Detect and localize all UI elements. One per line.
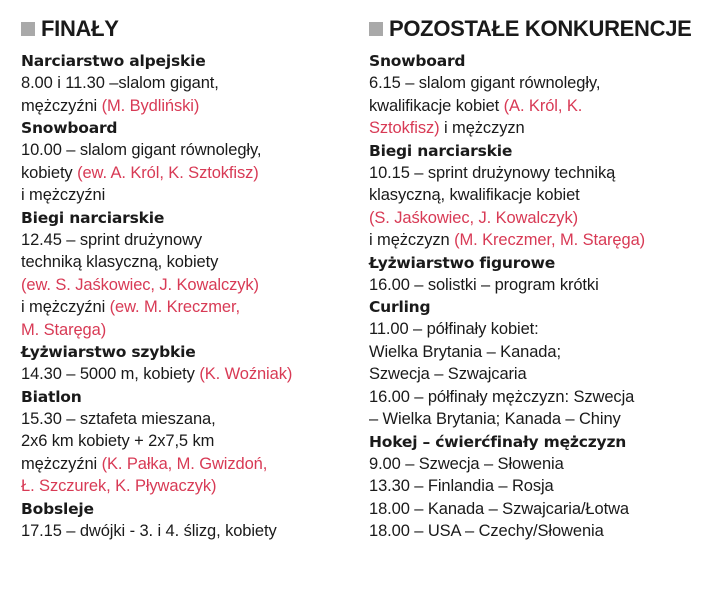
event-text: techniką klasyczną, kobiety: [21, 253, 219, 271]
athletes-names: (ew. A. Król, K. Sztokfisz): [77, 163, 259, 182]
discipline-title: Biegi narciarskie: [369, 141, 513, 160]
event-text: 11.00 – półfinały kobiet:: [369, 320, 539, 338]
event-text: 16.00 – solistki – program krótki: [369, 275, 599, 294]
schedule-line: [21, 139, 356, 162]
schedule-line: [369, 386, 709, 409]
event-text: kwalifikacje kobiet: [369, 96, 504, 115]
athletes-names: (M. Bydliński): [101, 96, 200, 115]
event-text: 2x6 km kobiety + 2x7,5 km: [21, 432, 215, 450]
gray-square-icon: [21, 22, 35, 36]
event-text: 18.00 – USA – Czechy/Słowenia: [369, 522, 604, 540]
event-text: i mężczyźni: [21, 298, 110, 316]
event-text: 9.00 – Szwecja – Słowenia: [369, 454, 564, 473]
event-text: i mężczyzn: [369, 231, 455, 249]
discipline-block: [369, 296, 709, 431]
gray-square-icon: [369, 22, 383, 36]
schedule-line: [369, 363, 709, 386]
schedule-line: [21, 229, 356, 252]
other-events-title: POZOSTAŁE KONKURENCJE: [389, 16, 692, 41]
schedule-line: [21, 408, 356, 431]
event-text: – Wielka Brytania; Kanada – Chiny: [369, 410, 621, 428]
schedule-line: [369, 318, 709, 341]
event-text: 10.15 – sprint drużynowy techniką: [369, 163, 616, 182]
event-text: 13.30 – Finlandia – Rosja: [369, 477, 554, 495]
schedule-line: [21, 453, 356, 476]
schedule-line: [21, 72, 356, 95]
event-text: 6.15 – slalom gigant równoległy,: [369, 74, 601, 92]
athletes-names: (ew. M. Kreczmer,: [109, 298, 240, 316]
athletes-names: (M. Kreczmer, M. Staręga): [454, 231, 646, 249]
event-text: 14.30 – 5000 m, kobiety: [21, 365, 200, 383]
schedule-line: [21, 319, 356, 342]
event-text: 12.45 – sprint drużynowy: [21, 230, 203, 249]
event-text: 15.30 – sztafeta mieszana,: [21, 409, 216, 428]
schedule-line: [21, 274, 356, 297]
schedule-line: [369, 453, 709, 476]
event-text: 8.00 i 11.30 –slalom gigant,: [21, 74, 219, 92]
discipline-block: [21, 207, 356, 342]
event-text: 17.15 – dwójki - 3. i 4. ślizg, kobiety: [21, 521, 277, 540]
athletes-names: Sztokfisz): [369, 119, 440, 137]
event-text: Szwecja – Szwajcaria: [369, 365, 527, 383]
athletes-names: (S. Jaśkowiec, J. Kowalczyk): [369, 208, 579, 227]
discipline-title: Snowboard: [21, 119, 118, 137]
athletes-names: Ł. Szczurek, K. Pływaczyk): [21, 477, 217, 495]
athletes-names: M. Staręga): [21, 320, 107, 339]
schedule-line: [21, 520, 356, 543]
schedule-line: [369, 274, 709, 297]
schedule-line: [369, 117, 709, 140]
discipline-title: Narciarstwo alpejskie: [21, 52, 206, 70]
discipline-title: Biegi narciarskie: [21, 208, 165, 227]
schedule-line: [21, 95, 356, 118]
schedule-line: [369, 229, 709, 252]
event-text: Wielka Brytania – Kanada;: [369, 342, 561, 361]
event-text: 18.00 – Kanada – Szwajcaria/Łotwa: [369, 499, 629, 518]
other-events-column: [369, 12, 709, 543]
discipline-block: [21, 498, 356, 543]
schedule-line: [369, 408, 709, 431]
schedule-line: [21, 475, 356, 498]
event-text: 10.00 – slalom gigant równoległy,: [21, 141, 262, 159]
schedule-line: [21, 296, 356, 319]
discipline-title: Biatlon: [21, 387, 82, 406]
schedule-line: [369, 475, 709, 498]
discipline-block: [21, 386, 356, 498]
event-text: mężczyźni: [21, 96, 102, 115]
event-text: kobiety: [21, 163, 78, 182]
discipline-title: Łyżwiarstwo szybkie: [21, 343, 196, 361]
schedule-line: [369, 162, 709, 185]
schedule-line: [369, 520, 709, 543]
discipline-title: Hokej – ćwierćfinały mężczyzn: [369, 432, 627, 451]
finals-title: FINAŁY: [41, 16, 119, 41]
event-text-continued: i mężczyzn: [439, 119, 525, 137]
other-events-sections: [369, 50, 709, 543]
discipline-block: [369, 252, 709, 297]
schedule-line: [369, 207, 709, 230]
schedule-line: [21, 162, 356, 185]
finals-column: [21, 12, 356, 542]
finals-sections: [21, 50, 356, 542]
schedule-line: [369, 498, 709, 521]
discipline-block: [369, 50, 709, 140]
schedule-line: [21, 430, 356, 453]
discipline-block: [21, 50, 356, 117]
event-text: i mężczyźni: [21, 186, 106, 204]
discipline-block: [21, 341, 356, 386]
schedule-line: [369, 184, 709, 207]
discipline-title: Łyżwiarstwo figurowe: [369, 253, 556, 272]
athletes-names: (K. Pałka, M. Gwizdoń,: [101, 454, 268, 473]
athletes-names: (A. Król, K.: [503, 96, 583, 115]
athletes-names: (K. Woźniak): [199, 365, 293, 383]
discipline-title: Curling: [369, 298, 431, 316]
event-text: 16.00 – półfinały mężczyzn: Szwecja: [369, 387, 635, 406]
discipline-block: [21, 117, 356, 207]
schedule-line: [369, 341, 709, 364]
discipline-block: [369, 431, 709, 543]
other-events-header: [369, 12, 709, 46]
event-text: mężczyźni: [21, 454, 102, 473]
schedule-line: [21, 363, 356, 386]
schedule-line: [21, 184, 356, 207]
finals-header: [21, 12, 356, 46]
athletes-names: (ew. S. Jaśkowiec, J. Kowalczyk): [21, 275, 259, 294]
event-text: klasyczną, kwalifikacje kobiet: [369, 186, 580, 204]
discipline-title: Bobsleje: [21, 499, 94, 518]
discipline-block: [369, 140, 709, 252]
discipline-title: Snowboard: [369, 52, 466, 70]
schedule-line: [21, 251, 356, 274]
schedule-line: [369, 95, 709, 118]
schedule-line: [369, 72, 709, 95]
